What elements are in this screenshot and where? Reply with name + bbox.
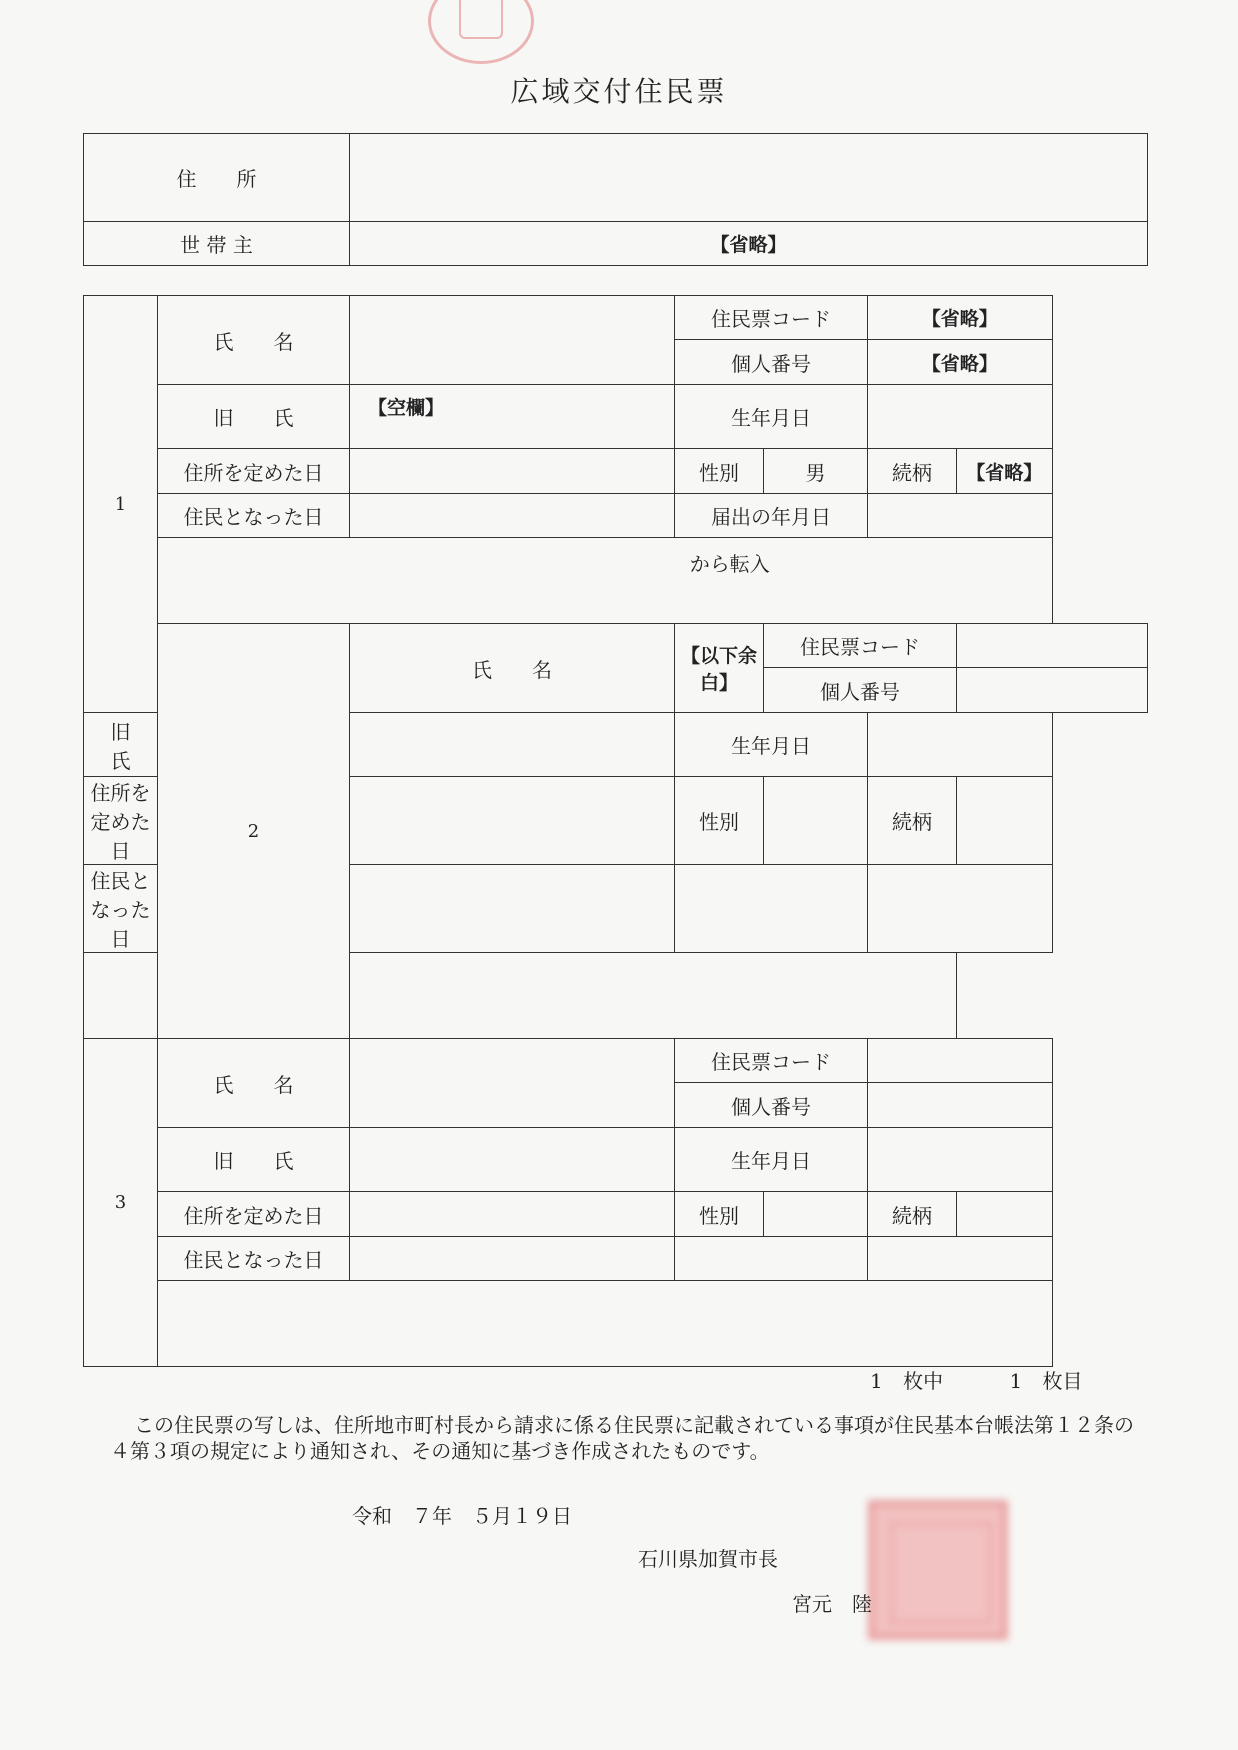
person-2-address-date-value bbox=[350, 777, 675, 865]
person-2-former-name-label: 旧 氏 bbox=[84, 713, 158, 777]
person-2-relation-label: 続柄 bbox=[868, 777, 957, 865]
person-2-notify-date-cell bbox=[675, 865, 868, 953]
person-3-address-date-value bbox=[350, 1192, 675, 1237]
address-label: 住 所 bbox=[84, 134, 350, 222]
person-table bbox=[83, 295, 1148, 1367]
person-3-relation-value bbox=[957, 1192, 1053, 1237]
person-3-birth-date-label: 生年月日 bbox=[675, 1128, 868, 1192]
person-3-remarks bbox=[158, 1281, 1053, 1367]
person-3-birth-date-value bbox=[868, 1128, 1053, 1192]
person-2-name-value: 【以下余白】 bbox=[675, 624, 764, 713]
person-1-resident-code-value: 【省略】 bbox=[868, 296, 1053, 340]
page-total: 1 bbox=[870, 1369, 883, 1393]
address-value bbox=[350, 134, 1148, 222]
person-3-notify-date-cell bbox=[675, 1237, 868, 1281]
person-2-sex-label: 性別 bbox=[675, 777, 764, 865]
person-2-notify-date-value bbox=[868, 865, 1053, 953]
document-title: 広域交付住民票 bbox=[510, 75, 728, 108]
top-seal-stamp bbox=[428, 0, 534, 64]
person-3-former-name-label: 旧 氏 bbox=[158, 1128, 350, 1192]
person-2-address-date-label: 住所を定めた日 bbox=[84, 777, 158, 865]
issuer-name: 宮元 陸 bbox=[792, 1592, 872, 1616]
person-1-relation-value: 【省略】 bbox=[957, 449, 1053, 494]
official-seal-stamp bbox=[868, 1500, 1008, 1640]
person-3-name-value bbox=[350, 1039, 675, 1128]
household-table bbox=[83, 133, 1148, 266]
person-3-number: 3 bbox=[84, 1039, 158, 1367]
page-current-label: 枚目 bbox=[1042, 1369, 1083, 1393]
person-2-birth-date-value bbox=[868, 713, 1053, 777]
person-3-address-date-label: 住所を定めた日 bbox=[158, 1192, 350, 1237]
person-3-sex-label: 性別 bbox=[675, 1192, 764, 1237]
person-1-birth-date-value bbox=[868, 385, 1053, 449]
household-head-value: 【省略】 bbox=[350, 222, 1148, 266]
person-2-relation-value bbox=[957, 777, 1053, 865]
person-1-birth-date-label: 生年月日 bbox=[675, 385, 868, 449]
person-3-name-label: 氏 名 bbox=[158, 1039, 350, 1128]
person-2-resident-date-label: 住民となった日 bbox=[84, 865, 158, 953]
person-1-name-value bbox=[350, 296, 675, 385]
person-1-personal-number-value: 【省略】 bbox=[868, 340, 1053, 385]
person-1-personal-number-label: 個人番号 bbox=[675, 340, 868, 385]
issue-date: 令和 ７年 ５月１９日 bbox=[352, 1504, 572, 1528]
person-1-former-name-label: 旧 氏 bbox=[158, 385, 350, 449]
person-2-resident-code-value bbox=[957, 624, 1148, 668]
person-1-relation-label: 続柄 bbox=[868, 449, 957, 494]
person-1-resident-code-label: 住民票コード bbox=[675, 296, 868, 340]
person-2-resident-code-label: 住民票コード bbox=[764, 624, 957, 668]
person-1-sex-value: 男 bbox=[764, 449, 868, 494]
person-3-former-name-value bbox=[350, 1128, 675, 1192]
person-2-name-label: 氏 名 bbox=[350, 624, 675, 713]
page-current: 1 bbox=[1009, 1369, 1023, 1393]
person-1-name-label: 氏 名 bbox=[158, 296, 350, 385]
person-2-birth-date-label: 生年月日 bbox=[675, 713, 868, 777]
person-2-resident-date-value bbox=[350, 865, 675, 953]
person-3-notify-date-value bbox=[868, 1237, 1053, 1281]
person-3-sex-value bbox=[764, 1192, 868, 1237]
notice-text: この住民票の写しは、住所地市町村長から請求に係る住民票に記載されている事項が住民基本台帳法第１２条の４第３項の規定により通知され、その通知に基づき作成されたものです。 bbox=[110, 1413, 1134, 1463]
person-3-resident-code-value bbox=[868, 1039, 1053, 1083]
person-1-number: 1 bbox=[84, 296, 158, 713]
issuer-title: 石川県加賀市長 bbox=[638, 1547, 778, 1571]
person-2-personal-number-value bbox=[957, 668, 1148, 713]
person-1-sex-label: 性別 bbox=[675, 449, 764, 494]
person-2-sex-value bbox=[764, 777, 868, 865]
person-1-resident-date-value bbox=[350, 494, 675, 538]
person-1-notify-date-label: 届出の年月日 bbox=[675, 494, 868, 538]
person-3-relation-label: 続柄 bbox=[868, 1192, 957, 1237]
person-2-remarks bbox=[84, 953, 957, 1039]
person-1-transfer-note: から転入 bbox=[158, 538, 1053, 624]
page-total-label: 枚中 bbox=[903, 1369, 944, 1393]
person-2-former-name-value bbox=[350, 713, 675, 777]
person-1-notify-date-value bbox=[868, 494, 1053, 538]
person-3-personal-number-value bbox=[868, 1083, 1053, 1128]
person-1-address-date-value bbox=[350, 449, 675, 494]
household-head-label: 世 帯 主 bbox=[84, 222, 350, 266]
person-3-resident-code-label: 住民票コード bbox=[675, 1039, 868, 1083]
person-3-resident-date-label: 住民となった日 bbox=[158, 1237, 350, 1281]
person-3-personal-number-label: 個人番号 bbox=[675, 1083, 868, 1128]
person-2-personal-number-label: 個人番号 bbox=[764, 668, 957, 713]
person-1-address-date-label: 住所を定めた日 bbox=[158, 449, 350, 494]
person-1-resident-date-label: 住民となった日 bbox=[158, 494, 350, 538]
person-2-number: 2 bbox=[158, 624, 350, 1039]
page-count bbox=[870, 1365, 1083, 1394]
person-1-former-name-value: 【空欄】 bbox=[350, 385, 675, 449]
person-3-resident-date-value bbox=[350, 1237, 675, 1281]
